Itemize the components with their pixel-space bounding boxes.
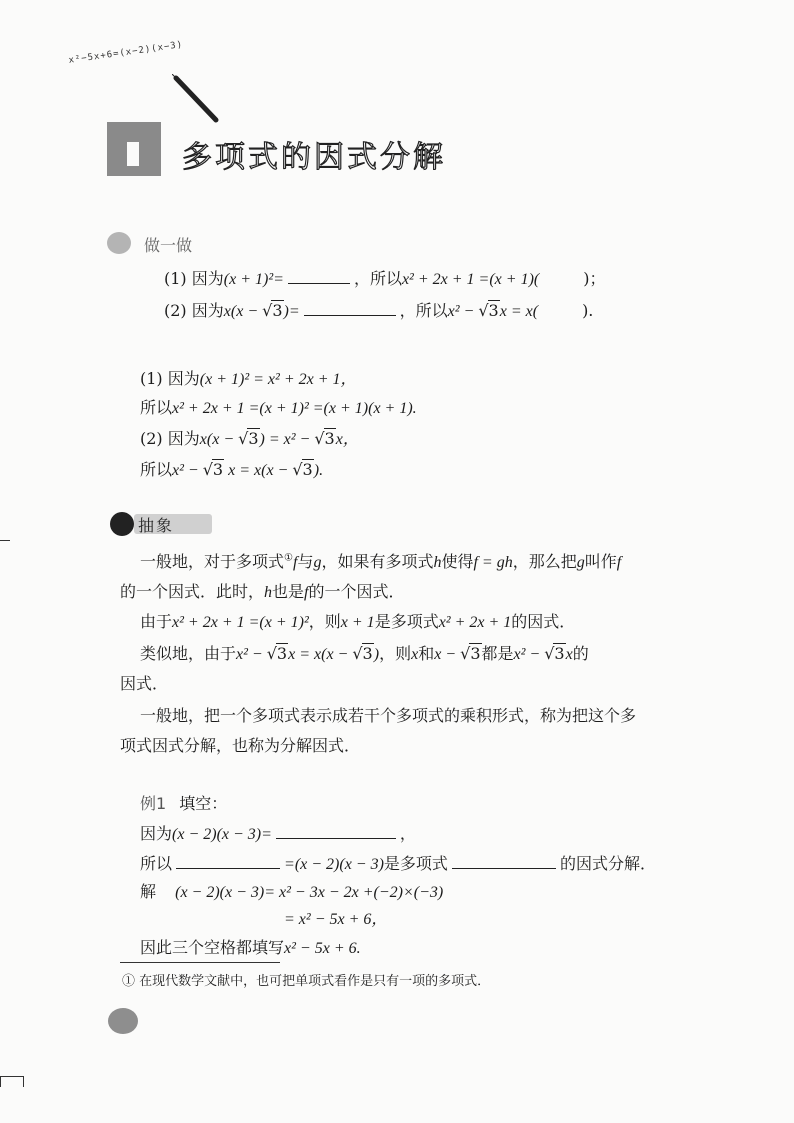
definition-paragraph-line-2: 的一个因式．此时，h也是f的一个因式． bbox=[120, 582, 405, 601]
solution-line-2: = x² − 5x + 6， bbox=[284, 911, 388, 928]
answer-blank[interactable] bbox=[288, 269, 350, 284]
factorization-definition-line-1: 一般地，把一个多项式表示成若干个多项式的乘积形式，称为把这个多 bbox=[140, 706, 637, 725]
example-heading: 例1 填空： bbox=[140, 794, 228, 813]
activity-icon bbox=[107, 232, 131, 254]
margin-mark bbox=[0, 1076, 24, 1087]
solution-line-1: 解 (x − 2)(x − 3)= x² − 3x − 2x +(−2)×(−3) bbox=[140, 882, 444, 901]
example-paragraph-1: 由于x² + 2x + 1 =(x + 1)²，则x + 1是多项式x² + 2x + 1的因式． bbox=[140, 612, 576, 631]
example-line-2: 所以 =(x − 2)(x − 3)是多项式 的因式分解． bbox=[140, 854, 656, 873]
handwritten-formula: x²−5x+6=(x−2)(x−3) bbox=[68, 39, 184, 66]
activity-label: 做一做 bbox=[144, 236, 193, 255]
solution-conclusion: 因此三个空格都填写x² − 5x + 6. bbox=[140, 938, 361, 957]
answer-blank[interactable] bbox=[176, 854, 280, 869]
footnote-rule bbox=[120, 962, 280, 963]
example-paragraph-2-line-1: 类似地，由于x² − √3x = x(x − √3)，则x和x − √3都是x² − √3x的 bbox=[140, 644, 589, 663]
example-line-1: 因为(x − 2)(x − 3)= ， bbox=[140, 824, 416, 843]
definition-paragraph-line-1: 一般地，对于多项式①f与g，如果有多项式h使得f = gh，那么把g叫作f bbox=[140, 552, 622, 571]
answer-2-conclusion: 所以x² − √3 x = x(x − √3). bbox=[140, 460, 324, 479]
answer-blank[interactable] bbox=[304, 301, 396, 316]
pen-icon bbox=[172, 74, 222, 126]
answer-blank[interactable] bbox=[276, 824, 396, 839]
answer-1-conclusion: 所以x² + 2x + 1 =(x + 1)² =(x + 1)(x + 1). bbox=[140, 398, 417, 417]
page-title: 多项式的因式分解 bbox=[182, 140, 446, 175]
margin-mark bbox=[0, 540, 10, 541]
footnote: ① 在现代数学文献中，也可把单项式看作是只有一项的多项式． bbox=[122, 974, 491, 989]
abstract-icon bbox=[110, 512, 134, 536]
abstract-label: 抽象 bbox=[138, 516, 175, 535]
activity-question-1: (1) 因为(x + 1)²= ，所以x² + 2x + 1 =(x + 1)( )； bbox=[164, 269, 606, 288]
answer-1: (1) 因为(x + 1)² = x² + 2x + 1， bbox=[140, 369, 357, 388]
page-number-badge bbox=[108, 1008, 138, 1034]
factorization-definition-line-2: 项式因式分解，也称为分解因式． bbox=[120, 736, 361, 755]
answer-2: (2) 因为x(x − √3) = x² − √3x， bbox=[140, 429, 359, 448]
example-paragraph-2-line-2: 因式． bbox=[120, 674, 169, 693]
section-number-block bbox=[107, 122, 161, 176]
activity-question-2: (2) 因为x(x − √3)= ，所以x² − √3x = x( ). bbox=[164, 301, 594, 320]
answer-blank[interactable] bbox=[452, 854, 556, 869]
